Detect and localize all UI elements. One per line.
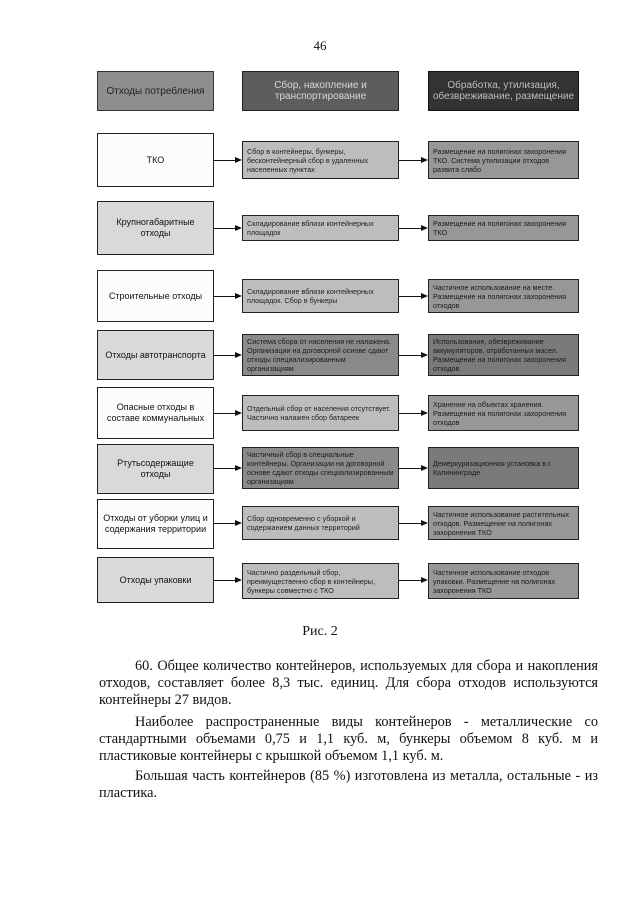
- collection-label: Сбор одновременно с уборкой и содержанием данных территорий: [247, 514, 360, 532]
- arrow-right-icon: [399, 228, 426, 229]
- arrow-right-icon: [399, 160, 426, 161]
- collection-box: [242, 563, 399, 599]
- header-label: Сбор, накопление и транспортирование: [274, 80, 367, 102]
- source-box-packaging: [97, 557, 214, 603]
- arrow-right-icon: [399, 468, 426, 469]
- collection-label: Частичный сбор в специальные контейнеры. Организации на договорной основе сдают отходы специализированным организациям: [247, 450, 394, 486]
- disposal-box: [428, 334, 579, 376]
- source-label: Ртутьсодержащие отходы: [117, 458, 194, 479]
- disposal-box: [428, 395, 579, 431]
- collection-box: [242, 215, 399, 241]
- source-label: Строительные отходы: [108, 290, 203, 301]
- collection-box: [242, 447, 399, 489]
- figure-caption: Рис. 2: [302, 624, 338, 639]
- source-box-vehicle: [97, 330, 214, 380]
- header-label: Обработка, утилизация, обезвреживание, размещение: [432, 80, 575, 102]
- page-number: 46: [313, 38, 327, 53]
- source-label: ТКО: [146, 154, 165, 165]
- arrow-right-icon: [214, 413, 240, 414]
- header-consumption-waste: [97, 71, 214, 111]
- source-label: Крупногабаритные отходы: [116, 217, 195, 238]
- disposal-label: Использование, обезвреживание аккумуляторов, отработанных масел. Размещение на полигонах захоронения отходов: [433, 337, 567, 373]
- collection-box: [242, 279, 399, 313]
- arrow-right-icon: [399, 523, 426, 524]
- source-label: Опасные отходы в составе коммунальных: [106, 402, 205, 423]
- disposal-label: Размещение на полигонах захоронения ТКО. Система утилизации отходов развита слабо: [433, 146, 567, 174]
- arrow-right-icon: [399, 355, 426, 356]
- source-label: Отходы упаковки: [119, 574, 192, 585]
- collection-box: [242, 395, 399, 431]
- collection-box: [242, 141, 399, 179]
- disposal-box: [428, 279, 579, 313]
- disposal-label: Демеркуризационная установка в г. Калининграде: [433, 459, 552, 477]
- header-processing-disposal: [428, 71, 579, 111]
- source-box-hazardous: [97, 387, 214, 439]
- collection-box: [242, 334, 399, 376]
- source-box-tko: [97, 133, 214, 187]
- arrow-right-icon: [214, 160, 240, 161]
- disposal-label: Частичное использование отходов упаковки. Размещение на полигонах захоронения ТКО: [433, 567, 556, 595]
- collection-box: [242, 506, 399, 540]
- arrow-right-icon: [399, 413, 426, 414]
- disposal-box: [428, 563, 579, 599]
- source-box-street-cleaning: [97, 499, 214, 549]
- arrow-right-icon: [214, 228, 240, 229]
- disposal-label: Частичное использование на месте. Размещение на полигонах захоронения отходов: [433, 282, 567, 310]
- source-box-construction: [97, 270, 214, 322]
- source-box-bulky: [97, 201, 214, 255]
- arrow-right-icon: [214, 468, 240, 469]
- disposal-box: [428, 506, 579, 540]
- collection-label: Система сбора от населения не налажена. Организации на договорной основе сдают отходы специализированным организациям: [247, 337, 392, 373]
- collection-label: Отдельный сбор от населения отсутствует. Частично налажен сбор батареек: [247, 404, 391, 422]
- disposal-box: [428, 141, 579, 179]
- collection-label: Частично раздельный сбор, преимущественно сбор в контейнеры, бункеры совместно с ТКО: [247, 567, 375, 595]
- paragraph-60: 60. Общее количество контейнеров, используемых для сбора и накопления отходов, составляет более 8,3 тыс. единиц. Для сбора отходов используются контейнеры 27 видов.: [99, 658, 598, 708]
- arrow-right-icon: [399, 580, 426, 581]
- disposal-box: [428, 215, 579, 241]
- disposal-box: [428, 447, 579, 489]
- header-label: Отходы потребления: [106, 85, 205, 97]
- collection-label: Складирование вблизи контейнерных площадок: [247, 219, 374, 237]
- collection-label: Сбор в контейнеры, бункеры, бесконтейнерный сбор в удаленных населенных пунктах: [247, 146, 369, 174]
- source-label: Отходы автотранспорта: [105, 349, 206, 360]
- source-box-mercury: [97, 444, 214, 494]
- arrow-right-icon: [214, 523, 240, 524]
- paragraph-container-materials: Большая часть контейнеров (85 %) изготовлена из металла, остальные - из пластика.: [99, 768, 598, 801]
- header-collection-transport: [242, 71, 399, 111]
- collection-label: Складирование вблизи контейнерных площадок. Сбор в бункеры: [247, 287, 374, 305]
- arrow-right-icon: [214, 580, 240, 581]
- disposal-label: Хранение на объектах хранения. Размещение на полигонах захоронения отходов: [433, 399, 567, 427]
- paragraph-container-types: Наиболее распространенные виды контейнеров - металлические со стандартными объемами 0,75 и 1,1 куб. м, бункеры объемом 8 куб. м и пластиковые контейнеры с крышкой объемом 1,1 куб. м.: [99, 714, 598, 764]
- arrow-right-icon: [214, 355, 240, 356]
- arrow-right-icon: [214, 296, 240, 297]
- disposal-label: Размещение на полигонах захоронения ТКО: [433, 219, 567, 237]
- disposal-label: Частичное использование растительных отходов. Размещение на полигонах захоронения ТКО: [433, 509, 570, 537]
- source-label: Отходы от уборки улиц и содержания территории: [103, 513, 208, 534]
- arrow-right-icon: [399, 296, 426, 297]
